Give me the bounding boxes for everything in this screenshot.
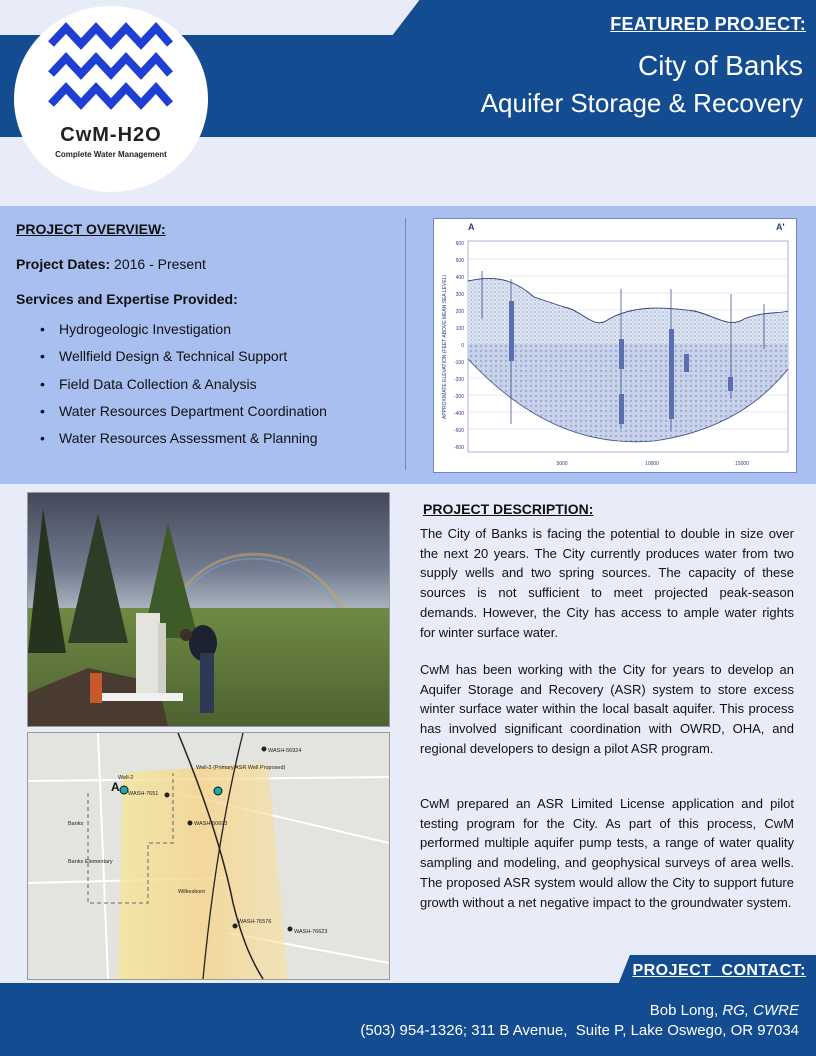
basalt-layer (468, 344, 788, 442)
y-tick: 300 (455, 292, 464, 298)
project-subtitle: Aquifer Storage & Recovery (480, 88, 803, 118)
y-tick: 0 (461, 343, 464, 349)
description-paragraph-2: CwM has been working with the City for years to develop an Aquifer Storage and Recovery (ASR) system to store excess winter surface water within the local basalt aquifer. This process has involved significant coordination with OWRD, OHA, and regional developers to design a pilot ASR program. (420, 662, 794, 756)
featured-project-label: FEATURED PROJECT: (610, 14, 806, 34)
y-axis-label: APPROXIMATE ELEVATION (FEET ABOVE MEAN SEA LEVEL) (442, 274, 448, 419)
logo-tagline: Complete Water Management (55, 150, 167, 159)
map-point-a: A (111, 780, 120, 794)
x-tick: 15000 (735, 461, 749, 467)
logo-name: CwM-H2O (60, 124, 162, 146)
list-item: • Hydrogeologic Investigation (40, 318, 327, 345)
field-photo-image (28, 493, 389, 726)
site-map (27, 732, 390, 980)
map-well-label: WASH-56924 (268, 748, 302, 754)
map-well-label: WASH-50693 (194, 821, 228, 827)
contact-credentials: RG, CWRE (722, 1002, 799, 1019)
y-tick: 500 (455, 258, 464, 264)
footer-band (0, 983, 816, 1056)
list-item: • Wellfield Design & Technical Support (40, 345, 327, 372)
y-tick: 100 (455, 326, 464, 332)
project-dates (16, 256, 206, 272)
wave-logo-icon (48, 22, 173, 118)
map-place-label: Wilkesboro (178, 889, 206, 895)
y-tick: -400 (453, 411, 464, 417)
y-tick: 600 (455, 241, 464, 247)
contact-address: (503) 954-1326; 311 B Avenue, Suite P, Lake Oswego, OR 97034 (360, 1022, 799, 1039)
contact-name (650, 1002, 799, 1019)
section-label-a-prime: A' (776, 222, 785, 232)
list-item: • Water Resources Department Coordination (40, 400, 327, 427)
description-paragraph-1: The City of Banks is facing the potential to double in size over the next 20 years. The City currently produces water from two supply wells and two spring sources. The capacity of these sources is not sufficient to meet projected peak-season demands. However, the City has access to ample water rights for winter surface water. (420, 526, 794, 640)
y-tick: -600 (453, 445, 464, 451)
map-well-label: WASH-76623 (294, 929, 328, 935)
y-tick: 400 (455, 275, 464, 281)
project-title: City of Banks (638, 50, 803, 81)
services-list (40, 318, 327, 454)
cross-section-figure (433, 218, 797, 473)
section-label-a: A (468, 222, 475, 232)
project-dates-value: 2016 - Present (110, 256, 206, 272)
y-tick: -300 (453, 394, 464, 400)
description-heading: PROJECT DESCRIPTION: (423, 501, 594, 517)
overview-heading: PROJECT OVERVIEW: (16, 221, 166, 237)
site-map-image (28, 733, 389, 979)
y-tick: -500 (453, 428, 464, 434)
map-well-label: Well-2 (118, 775, 134, 781)
map-well-label: WASH-7651 (128, 791, 159, 797)
section-divider (405, 218, 406, 470)
map-well-label: WASH-76576 (238, 919, 272, 925)
contact-heading: PROJECT CONTACT: (632, 962, 806, 979)
x-ticks (556, 461, 749, 467)
y-tick: -200 (453, 377, 464, 383)
list-item: • Water Resources Assessment & Planning (40, 427, 327, 454)
field-photo (27, 492, 390, 727)
x-tick: 5000 (556, 461, 568, 467)
services-heading: Services and Expertise Provided: (16, 291, 238, 307)
map-place-label: Banks Elementary (68, 859, 113, 865)
project-dates-label: Project Dates: (16, 256, 111, 272)
x-tick: 10000 (645, 461, 659, 467)
list-item: • Field Data Collection & Analysis (40, 373, 327, 400)
y-ticks (454, 241, 464, 451)
map-place-label: Banks (68, 821, 84, 827)
contact-person: Bob Long, (649, 1002, 723, 1019)
y-tick: -100 (453, 360, 464, 366)
description-paragraph-3: CwM prepared an ASR Limited License application and pilot testing program for the City. As part of this process, CwM performed multiple aquifer pump tests, a range of water quality sampling and modeling, and geophysical surveys of area wells. The proposed ASR system would allow the City to support future growth without a net negative impact to the groundwater system. (420, 796, 794, 910)
map-well-label: Well-3 (Primary ASR Well Proposed) (196, 765, 286, 771)
cross-section-diagram (434, 219, 796, 472)
y-tick: 200 (455, 309, 464, 315)
